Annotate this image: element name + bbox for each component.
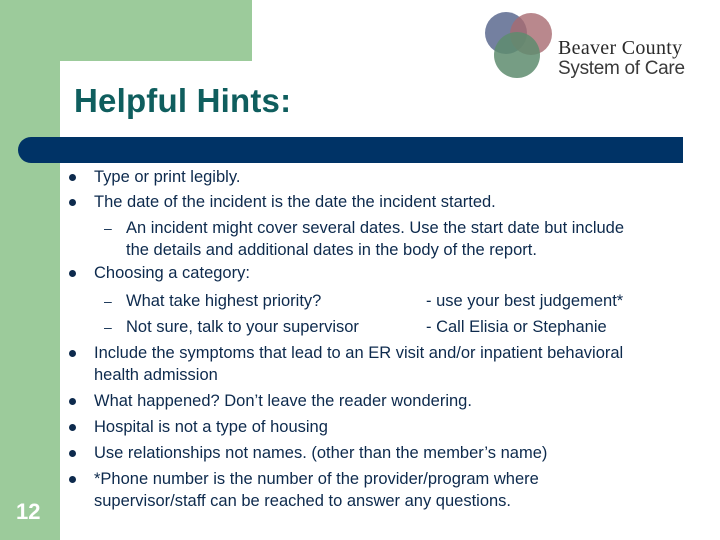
bullet-icon <box>69 424 76 431</box>
bullet-icon <box>69 476 76 483</box>
sub-item-continued: the details and additional dates in the body of the report. <box>126 241 537 259</box>
bullet-icon <box>69 398 76 405</box>
bullet-icon <box>69 450 76 457</box>
list-item: The date of the incident is the date the incident started. <box>94 193 496 211</box>
list-item-continued: health admission <box>94 366 218 384</box>
sub-item-left: Not sure, talk to your supervisor <box>126 318 359 336</box>
dash-icon: – <box>104 220 112 236</box>
list-item: Type or print legibly. <box>94 168 241 186</box>
sub-item-right: - use your best judgement* <box>426 292 624 310</box>
list-item: Include the symptoms that lead to an ER visit and/or inpatient behavioral <box>94 344 624 362</box>
logo-name-line2: System of Care <box>558 58 685 79</box>
list-item: What happened? Don’t leave the reader wondering. <box>94 392 472 410</box>
list-item: *Phone number is the number of the provider/program where <box>94 470 539 488</box>
dash-icon: – <box>104 293 112 309</box>
bullet-icon <box>69 174 76 181</box>
sub-item-right: - Call Elisia or Stephanie <box>426 318 607 336</box>
page-number: 12 <box>16 499 41 524</box>
logo-name-line1: Beaver County <box>558 37 683 59</box>
list-item-continued: supervisor/staff can be reached to answer any questions. <box>94 492 512 510</box>
bullet-icon <box>69 199 76 206</box>
list-item: Use relationships not names. (other than the member’s name) <box>94 444 548 462</box>
bullet-icon <box>69 350 76 357</box>
list-item: Hospital is not a type of housing <box>94 418 328 436</box>
bullet-icon <box>69 270 76 277</box>
page-title: Helpful Hints: <box>74 82 292 119</box>
dash-icon: – <box>104 319 112 335</box>
sub-item-left: What take highest priority? <box>126 292 322 310</box>
list-item: Choosing a category: <box>94 264 250 282</box>
sub-item: An incident might cover several dates. Use the start date but include <box>126 219 625 237</box>
